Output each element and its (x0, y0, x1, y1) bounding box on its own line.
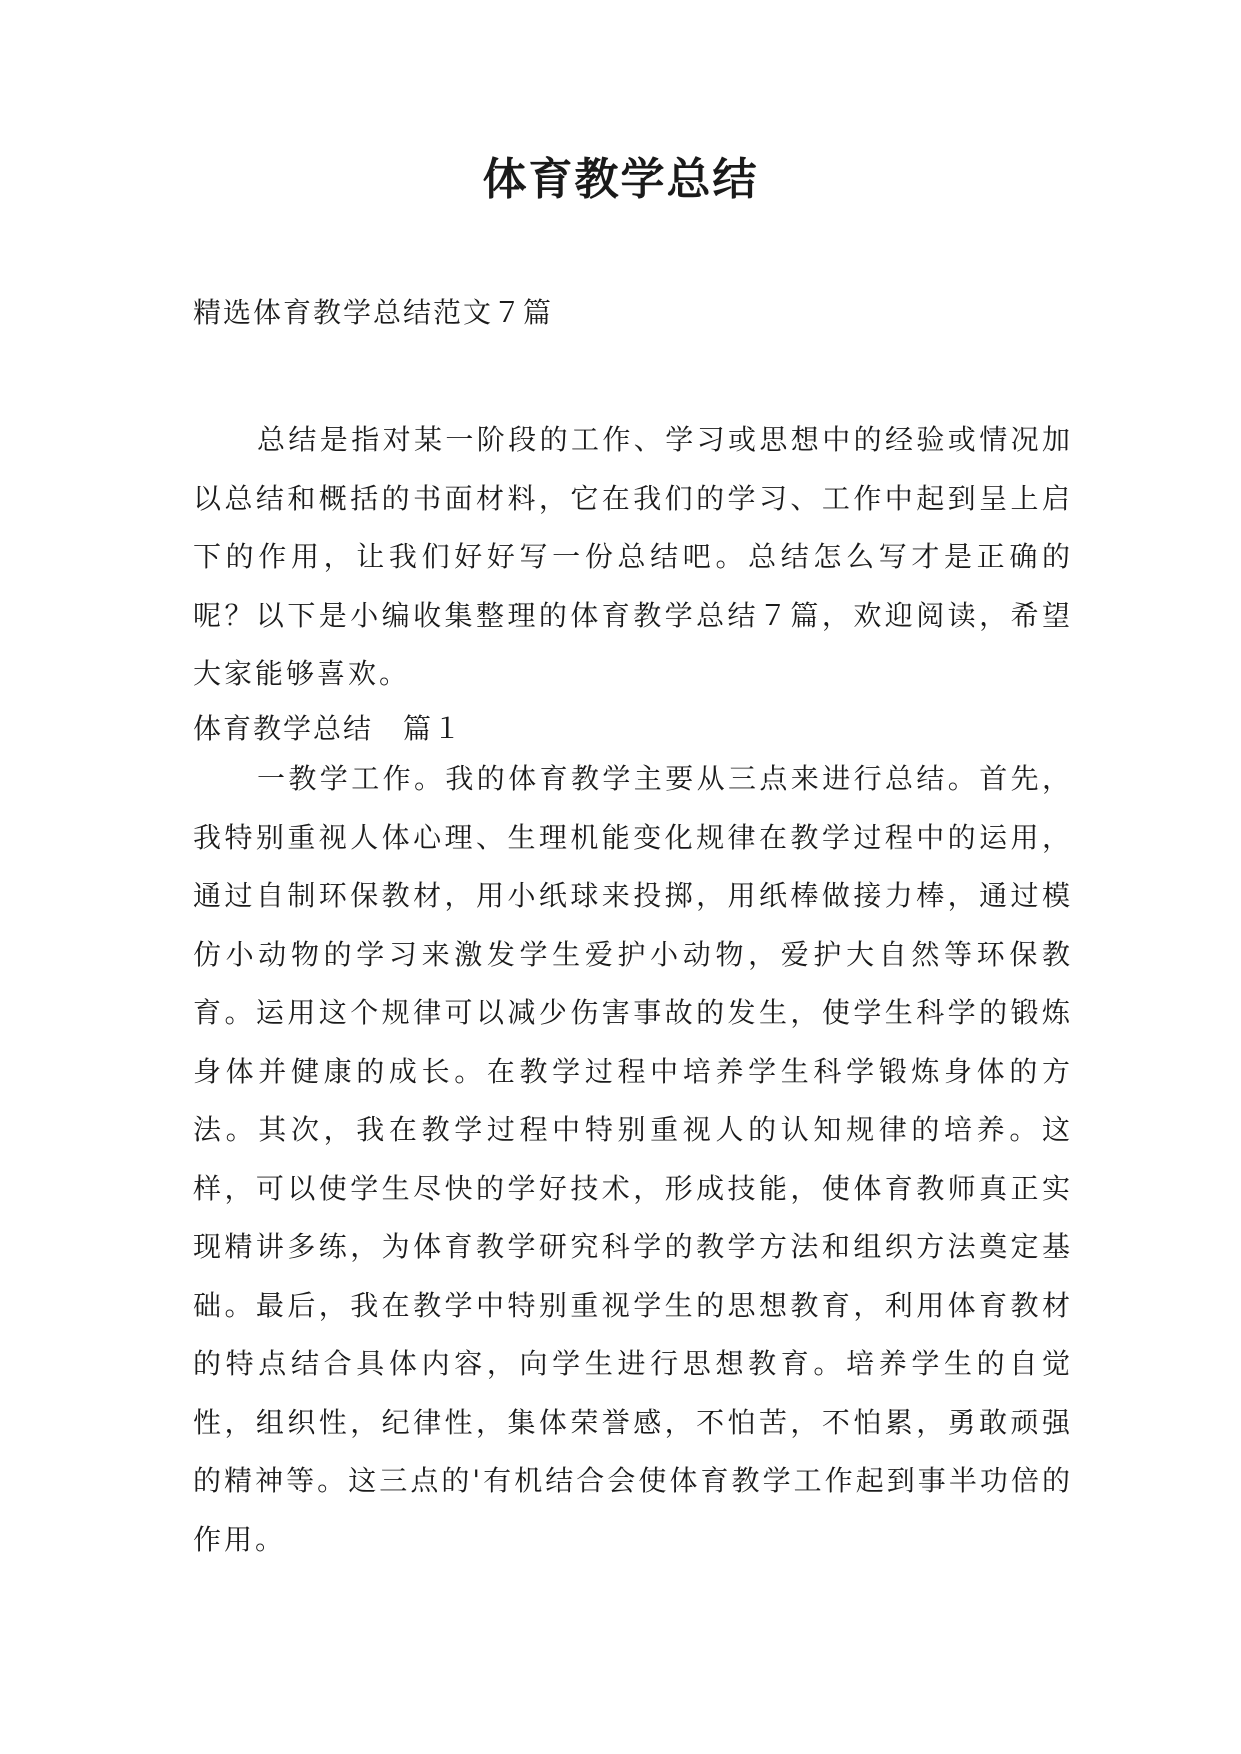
document-title: 体育教学总结 (482, 154, 759, 205)
intro-paragraph: 总结是指对某一阶段的工作、学习或思想中的经验或情况加以总结和概括的书面材料，它在我们的学习、工作中起到呈上启下的作用，让我们好好写一份总结吧。总结怎么写才是正确的呢？以下是小编收集整理的体育教学总结７篇，欢迎阅读，希望大家能够喜欢。 (193, 423, 1073, 690)
section-heading: 体育教学总结 篇１ (193, 712, 464, 745)
document-subtitle: 精选体育教学总结范文７篇 (193, 296, 554, 329)
section-paragraph: 一教学工作。我的体育教学主要从三点来进行总结。首先，我特别重视人体心理、生理机能变化规律在教学过程中的运用，通过自制环保教材，用小纸球来投掷，用纸棒做接力棒，通过模仿小动物的学习来激发学生爱护小动物，爱护大自然等环保教育。运用这个规律可以减少伤害事故的发生，使学生科学的锻炼身体并健康的成长。在教学过程中培养学生科学锻炼身体的方法。其次，我在教学过程中特别重视人的认知规律的培养。这样，可以使学生尽快的学好技术，形成技能，使体育教师真正实现精讲多练，为体育教学研究科学的教学方法和组织方法奠定基础。最后，我在教学中特别重视学生的思想教育，利用体育教材的特点结合具体内容，向学生进行思想教育。培养学生的自觉性，组织性，纪律性，集体荣誉感，不怕苦，不怕累，勇敢顽强的精神等。这三点的'有机结合会使体育教学工作起到事半功倍的作用。 (193, 762, 1073, 1556)
